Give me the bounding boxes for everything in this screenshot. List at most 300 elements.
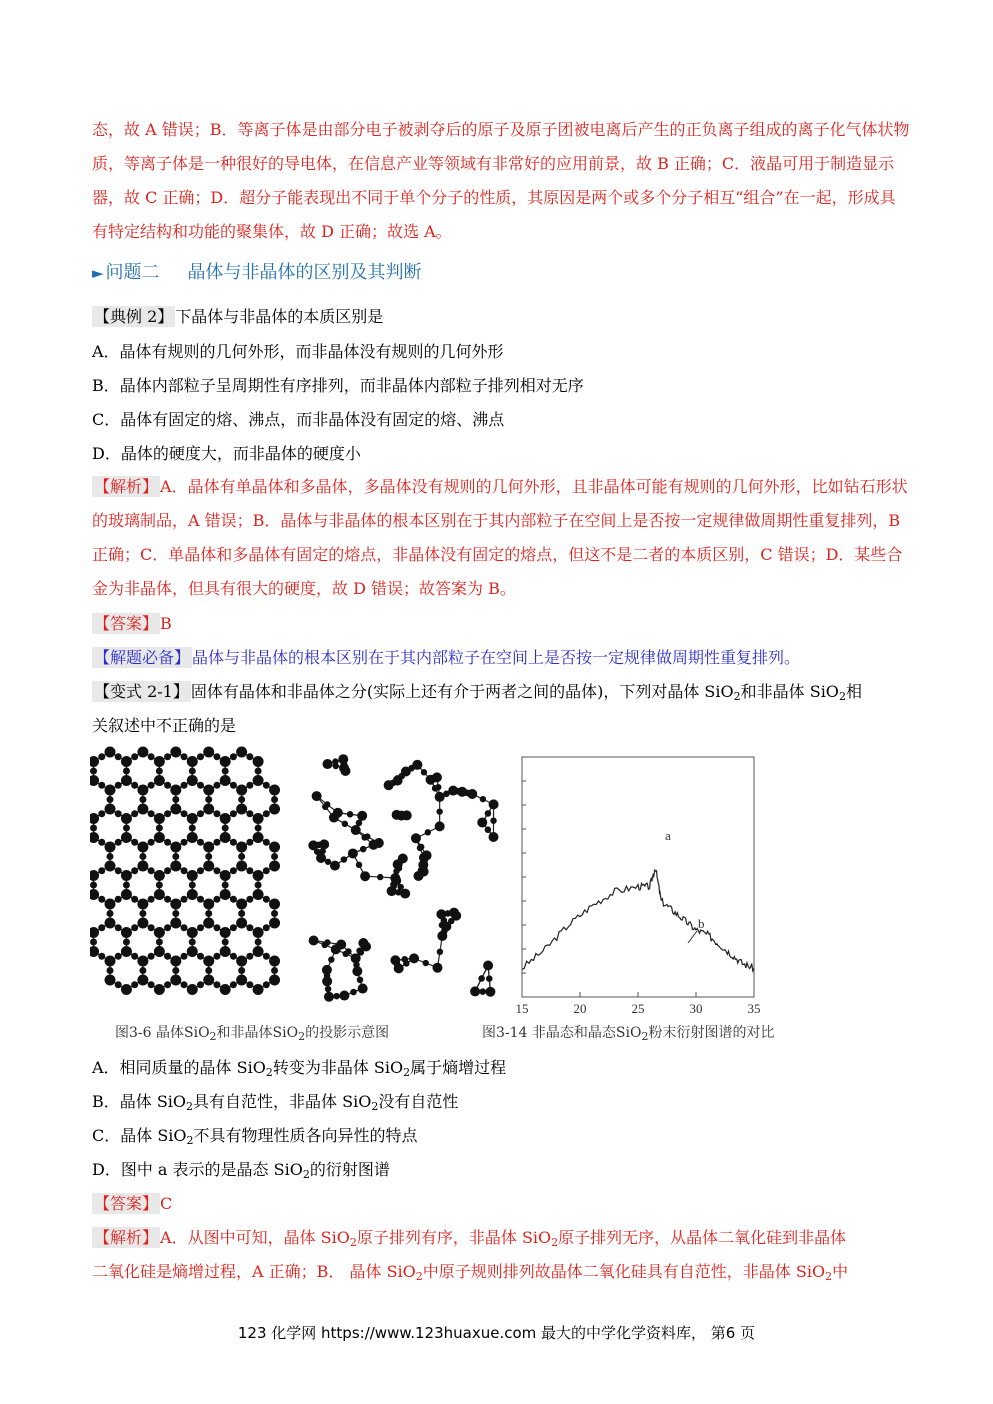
oxygen-atom (181, 839, 188, 846)
oxygen-atom (189, 939, 196, 946)
silicon-atom (322, 976, 332, 986)
oxygen-atom (131, 839, 138, 846)
silicon-atom (203, 747, 214, 758)
silicon-atom (253, 813, 264, 824)
silicon-atom (269, 861, 280, 872)
oxygen-atom (213, 896, 220, 903)
x-tick-label: 35 (747, 1001, 761, 1016)
oxygen-atom (197, 810, 204, 817)
oxygen-atom (213, 839, 220, 846)
oxygen-atom (98, 953, 105, 960)
silicon-atom (348, 848, 358, 858)
silicon-atom (220, 889, 231, 900)
question-text: 下晶体与非晶体的本质区别是 (175, 307, 384, 326)
oxygen-atom (181, 782, 188, 789)
oxygen-atom (213, 753, 220, 760)
silicon-atom (393, 776, 403, 786)
oxygen-atom (402, 956, 408, 962)
figure (90, 745, 790, 1055)
oxygen-atom (148, 953, 155, 960)
oxygen-atom (131, 981, 138, 988)
oxygen-atom (205, 796, 212, 803)
oxygen-atom (131, 753, 138, 760)
oxygen-atom (485, 827, 491, 833)
silicon-atom (236, 842, 247, 853)
oxygen-atom (164, 867, 171, 874)
oxygen-atom (148, 810, 155, 817)
oxygen-atom (115, 924, 122, 931)
figure-caption-left: 图3-6 晶体SiO$_2$和非晶体SiO$_2$的投影示意图 (115, 1025, 390, 1043)
silicon-atom (477, 817, 487, 827)
silicon-atom (187, 870, 198, 881)
silicon-atom (409, 953, 419, 963)
silicon-atom (220, 775, 231, 786)
silicon-atom (308, 840, 318, 850)
silicon-atom (154, 889, 165, 900)
oxygen-atom (148, 782, 155, 789)
oxygen-atom (181, 810, 188, 817)
oxygen-atom (230, 839, 237, 846)
oxygen-atom (197, 753, 204, 760)
silicon-atom (203, 842, 214, 853)
oxygen-atom (181, 981, 188, 988)
oxygen-atom (356, 862, 362, 868)
silicon-atom (269, 956, 280, 967)
oxygen-atom (333, 993, 339, 999)
oxygen-atom (98, 867, 105, 874)
oxygen-atom (115, 782, 122, 789)
oxygen-atom (98, 896, 105, 903)
silicon-atom (105, 975, 116, 986)
silicon-atom (121, 870, 132, 881)
oxygen-atom (115, 867, 122, 874)
silicon-atom (322, 965, 332, 975)
oxygen-atom (98, 924, 105, 931)
silicon-atom (331, 944, 341, 954)
silicon-atom (426, 775, 436, 785)
oxygen-atom (436, 808, 442, 814)
silicon-atom (121, 832, 132, 843)
oxygen-atom (343, 951, 349, 957)
x-tick-label: 20 (573, 1001, 587, 1016)
variant-analysis-line1: 【解析】 A．从图中可知，晶体 SiO$_2$原子排列有序，非晶体 SiO$_2$原子排列无序，从晶体二氧化硅到非晶体 (94, 1228, 847, 1249)
silicon-atom (154, 870, 165, 881)
variant-option-a: A．相同质量的晶体 SiO$_2$转变为非晶体 SiO$_2$属于熵增过程 (92, 1058, 507, 1079)
oxygen-atom (213, 953, 220, 960)
oxygen-atom (238, 967, 245, 974)
oxygen-atom (342, 821, 348, 827)
oxygen-atom (263, 782, 270, 789)
silicon-atom (105, 785, 116, 796)
silicon-atom (90, 775, 99, 786)
silicon-atom (137, 747, 148, 758)
oxygen-atom (230, 981, 237, 988)
silicon-atom (137, 918, 148, 929)
oxygen-atom (197, 839, 204, 846)
silicon-atom (396, 811, 406, 821)
silicon-atom (339, 991, 349, 1001)
silicon-atom (170, 861, 181, 872)
oxygen-atom (115, 953, 122, 960)
oxygen-atom (164, 981, 171, 988)
silicon-atom (236, 804, 247, 815)
oxygen-atom (205, 967, 212, 974)
oxygen-atom (131, 782, 138, 789)
silicon-atom (137, 785, 148, 796)
oxygen-atom (172, 853, 179, 860)
oxygen-atom (230, 924, 237, 931)
oxygen-atom (139, 967, 146, 974)
oxygen-atom (263, 953, 270, 960)
oxygen-atom (156, 768, 163, 775)
oxygen-atom (255, 939, 262, 946)
variant-question: 【变式 2-1】 固体有晶体和非晶体之分(实际上还有介于两者之间的晶体)，下列对晶体 SiO$_2$和非晶体 SiO$_2$相 (94, 682, 862, 703)
oxygen-atom (197, 981, 204, 988)
silicon-atom (236, 956, 247, 967)
silicon-atom (253, 870, 264, 881)
chart-series-line (522, 870, 754, 971)
oxygen-atom (123, 882, 130, 889)
oxygen-atom (437, 949, 443, 955)
x-tick-label: 30 (689, 1001, 703, 1016)
x-tick-label: 15 (515, 1001, 529, 1016)
oxygen-atom (197, 896, 204, 903)
silicon-atom (358, 984, 368, 994)
silicon-atom (154, 775, 165, 786)
oxygen-atom (131, 810, 138, 817)
oxygen-atom (255, 768, 262, 775)
silicon-atom (312, 791, 322, 801)
silicon-atom (203, 785, 214, 796)
silicon-atom (394, 963, 404, 973)
key-point-line (92, 646, 800, 670)
oxygen-atom (205, 853, 212, 860)
oxygen-atom (478, 975, 484, 981)
silicon-atom (352, 966, 362, 976)
oxygen-atom (164, 953, 171, 960)
silicon-atom (358, 938, 368, 948)
silicon-atom (170, 899, 181, 910)
silicon-atom (432, 963, 442, 973)
oxygen-atom (205, 910, 212, 917)
oxygen-atom (246, 896, 253, 903)
oxygen-atom (425, 829, 431, 835)
silicon-atom (220, 927, 231, 938)
silicon-atom (436, 909, 446, 919)
silicon-atom (90, 813, 99, 824)
silicon-atom (316, 853, 326, 863)
oxygen-atom (263, 896, 270, 903)
oxygen-atom (164, 924, 171, 931)
oxygen-atom (98, 839, 105, 846)
oxygen-atom (271, 910, 278, 917)
silicon-atom (253, 984, 264, 995)
oxygen-atom (107, 910, 114, 917)
silicon-atom (90, 946, 99, 957)
oxygen-atom (490, 817, 496, 823)
oxygen-atom (423, 960, 429, 966)
oxygen-atom (432, 785, 438, 791)
oxygen-atom (238, 796, 245, 803)
oxygen-atom (246, 981, 253, 988)
oxygen-atom (213, 924, 220, 931)
silicon-atom (384, 780, 394, 790)
variant-answer-tag: 【答案】 (94, 1194, 159, 1213)
oxygen-atom (325, 986, 331, 992)
silicon-atom (121, 946, 132, 957)
oxygen-atom (123, 939, 130, 946)
silicon-atom (236, 975, 247, 986)
amorphous-network (308, 754, 498, 1002)
oxygen-atom (98, 782, 105, 789)
oxygen-atom (181, 924, 188, 931)
silicon-atom (105, 899, 116, 910)
silicon-atom (170, 804, 181, 815)
chart-frame (522, 757, 754, 997)
oxygen-atom (172, 910, 179, 917)
oxygen-atom (230, 896, 237, 903)
silicon-atom (236, 747, 247, 758)
silicon-atom (357, 811, 367, 821)
silicon-atom (422, 850, 432, 860)
silicon-atom (323, 759, 333, 769)
silicon-atom (170, 975, 181, 986)
silicon-atom (187, 775, 198, 786)
silicon-atom (203, 956, 214, 967)
silicon-atom (390, 873, 400, 883)
oxygen-atom (90, 882, 97, 889)
silicon-atom (269, 918, 280, 929)
oxygen-atom (271, 967, 278, 974)
oxygen-atom (172, 967, 179, 974)
oxygen-atom (263, 981, 270, 988)
oxygen-atom (90, 939, 97, 946)
oxygen-atom (115, 839, 122, 846)
silicon-atom (203, 975, 214, 986)
oxygen-atom (164, 896, 171, 903)
silicon-atom (90, 756, 99, 767)
oxygen-atom (197, 782, 204, 789)
oxygen-atom (246, 782, 253, 789)
silicon-atom (220, 946, 231, 957)
silicon-atom (187, 984, 198, 995)
oxygen-atom (107, 853, 114, 860)
oxygen-atom (333, 763, 339, 769)
oxygen-atom (115, 981, 122, 988)
option-a: A．晶体有规则的几何外形，而非晶体没有规则的几何外形 (92, 342, 504, 361)
oxygen-atom (263, 839, 270, 846)
oxygen-atom (480, 796, 486, 802)
oxygen-atom (90, 768, 97, 775)
silicon-atom (489, 799, 499, 809)
silicon-atom (105, 956, 116, 967)
silicon-atom (170, 747, 181, 758)
oxygen-atom (123, 768, 130, 775)
oxygen-atom (139, 910, 146, 917)
oxygen-atom (485, 810, 491, 816)
silicon-atom (398, 854, 408, 864)
silicon-atom (236, 861, 247, 872)
oxygen-atom (107, 967, 114, 974)
silicon-atom (154, 984, 165, 995)
oxygen-atom (164, 782, 171, 789)
oxygen-atom (486, 975, 492, 981)
oxygen-atom (90, 825, 97, 832)
oxygen-atom (213, 782, 220, 789)
oxygen-atom (271, 853, 278, 860)
variant-analysis-line2: 二氧化硅是熵增过程，A 正确；B． 晶体 SiO$_2$中原子规则排列故晶体二氧化硅具有自范性，非晶体 SiO$_2$中 (92, 1262, 849, 1283)
silicon-atom (351, 825, 361, 835)
analysis-text: A．晶体有单晶体和多晶体，多晶体没有规则的几何外形，且非晶体可能有规则的几何外形，比如钻石形状的玻璃制品，A 错误；B．晶体与非晶体的根本区别在于其内部粒子在空间上是否按一定规律做周期性重复排列，B 正确；C．单晶体和多晶体有固定的熔点，非晶体没有固定的熔点，但这不是二者的本质区别，C 错误；D．某些合金为非晶体，但具有很大的硬度，故 D 错误；故答案为 B。 (92, 477, 908, 598)
oxygen-atom (98, 753, 105, 760)
oxygen-atom (156, 882, 163, 889)
answer-line (92, 612, 172, 636)
silicon-atom (467, 789, 477, 799)
silicon-atom (187, 832, 198, 843)
option-d: D．晶体的硬度大，而非晶体的硬度小 (92, 444, 361, 463)
oxygen-atom (246, 839, 253, 846)
oxygen-atom (328, 956, 334, 962)
oxygen-atom (360, 846, 366, 852)
silicon-atom (412, 760, 422, 770)
silicon-atom (137, 956, 148, 967)
oxygen-atom (222, 882, 229, 889)
silicon-atom (137, 975, 148, 986)
answer-value: B (160, 614, 172, 633)
oxygen-atom (238, 910, 245, 917)
silicon-atom (220, 813, 231, 824)
silicon-atom (470, 986, 480, 996)
variant-option-c: C．晶体 SiO$_2$不具有物理性质各向异性的特点 (92, 1126, 418, 1147)
oxygen-atom (115, 810, 122, 817)
oxygen-atom (115, 896, 122, 903)
oxygen-atom (417, 845, 423, 851)
section-heading (92, 258, 422, 284)
key-tag: 【解题必备】 (94, 648, 191, 667)
analysis-paragraph (92, 470, 910, 606)
answer-tag: 【答案】 (94, 614, 159, 633)
silicon-atom (269, 804, 280, 815)
silicon-atom (154, 927, 165, 938)
silicon-atom (269, 975, 280, 986)
oxygen-atom (480, 988, 486, 994)
silicon-atom (154, 756, 165, 767)
silicon-atom (203, 861, 214, 872)
oxygen-atom (107, 796, 114, 803)
silicon-atom (121, 889, 132, 900)
silicon-atom (309, 936, 319, 946)
silicon-atom (253, 927, 264, 938)
silicon-atom (137, 899, 148, 910)
oxygen-atom (377, 874, 383, 880)
oxygen-atom (255, 825, 262, 832)
variant-option-d: D．图中 a 表示的是晶态 SiO$_2$的衍射图谱 (92, 1160, 390, 1181)
oxygen-atom (350, 989, 356, 995)
oxygen-atom (181, 753, 188, 760)
oxygen-atom (197, 867, 204, 874)
silicon-atom (483, 960, 493, 970)
silicon-atom (220, 832, 231, 843)
chart-annotation-a: a (665, 828, 671, 843)
oxygen-atom (230, 753, 237, 760)
oxygen-atom (246, 867, 253, 874)
silicon-atom (236, 899, 247, 910)
oxygen-atom (347, 811, 353, 817)
oxygen-atom (189, 768, 196, 775)
silicon-atom (457, 787, 467, 797)
intro-paragraph: 态，故 A 错误；B．等离子体是由部分电子被剥夺后的原子及原子团被电离后产生的正负离子组成的离子化气体状物质，等离子体是一种很好的导电体，在信息产业等领域有非常好的应用前景，故 B 正确；C．液晶可用于制造显示器，故 C 正确；D．超分子能表现出不同于单个分子的性质，其原因是两个或多个分子相互“组合”在一起，形成具有特定结构和功能的聚集体，故 D 正确；故选 A。 (92, 120, 910, 241)
oxygen-atom (271, 796, 278, 803)
option-c: C．晶体有固定的熔、沸点，而非晶体没有固定的熔、沸点 (92, 410, 505, 429)
oxygen-atom (324, 939, 330, 945)
silicon-atom (220, 870, 231, 881)
example-question (92, 305, 383, 329)
silicon-atom (253, 756, 264, 767)
oxygen-atom (139, 853, 146, 860)
variant-analysis-tag: 【解析】 (94, 1228, 159, 1247)
silicon-atom (269, 785, 280, 796)
variant-answer-line (92, 1192, 172, 1216)
oxygen-atom (222, 825, 229, 832)
diffraction-chart (516, 757, 761, 1016)
silicon-atom (269, 899, 280, 910)
oxygen-atom (156, 825, 163, 832)
oxygen-atom (181, 867, 188, 874)
silicon-atom (253, 889, 264, 900)
silicon-atom (154, 946, 165, 957)
silicon-atom (121, 775, 132, 786)
silicon-atom (236, 918, 247, 929)
silicon-atom (203, 899, 214, 910)
oxygen-atom (246, 753, 253, 760)
silicon-atom (220, 756, 231, 767)
silicon-atom (387, 886, 397, 896)
silicon-atom (90, 927, 99, 938)
silicon-atom (368, 840, 378, 850)
silicon-atom (154, 832, 165, 843)
oxygen-atom (148, 896, 155, 903)
silicon-atom (187, 889, 198, 900)
silicon-atom (187, 927, 198, 938)
oxygen-atom (197, 953, 204, 960)
silicon-atom (187, 813, 198, 824)
oxygen-atom (222, 939, 229, 946)
silicon-atom (105, 804, 116, 815)
oxygen-atom (238, 853, 245, 860)
silicon-atom (449, 908, 459, 918)
annotation-b-pointer (688, 931, 697, 943)
silicon-atom (90, 870, 99, 881)
silicon-atom (121, 756, 132, 767)
oxygen-atom (222, 768, 229, 775)
silicon-atom (330, 861, 340, 871)
silicon-atom (411, 833, 421, 843)
variant-answer-value: C (160, 1194, 173, 1213)
oxygen-atom (98, 810, 105, 817)
oxygen-atom (246, 810, 253, 817)
silicon-atom (338, 754, 348, 764)
silicon-atom (203, 804, 214, 815)
analysis-tag: 【解析】 (94, 477, 159, 496)
oxygen-atom (189, 882, 196, 889)
variant-question-line2: 关叙述中不正确的是 (92, 716, 237, 735)
silicon-atom (170, 956, 181, 967)
silicon-atom (253, 775, 264, 786)
silicon-atom (187, 946, 198, 957)
silicon-atom (448, 786, 458, 796)
oxygen-atom (213, 867, 220, 874)
oxygen-atom (246, 924, 253, 931)
